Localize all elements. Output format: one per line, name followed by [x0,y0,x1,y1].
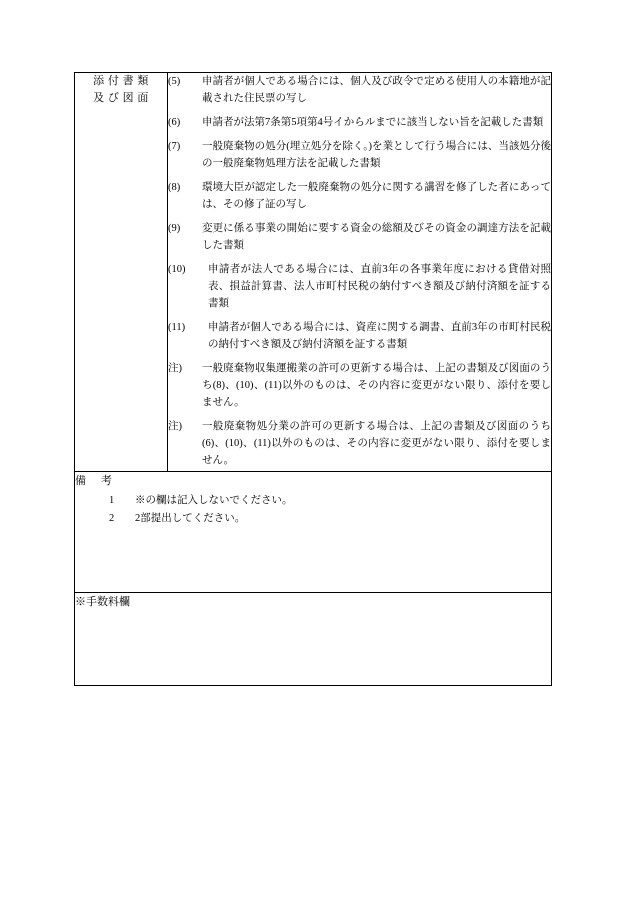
remark-text: 2部提出してください。 [135,512,246,524]
item-number: (9) [168,223,181,234]
remark-number: 2 [109,512,115,524]
list-item [168,179,551,213]
attachments-row [75,73,552,472]
application-form-table [74,72,552,686]
remarks-cell [75,472,552,593]
item-number: (10) [168,264,186,275]
fee-cell [75,593,552,686]
item-number: (7) [168,141,181,152]
item-text: 一般廃棄物収集運搬業の許可の更新する場合は、上記の書類及び図面のうち(8)、(10)、(11)以外のものは、その内容に変更がない限り、添付を要しません。 [202,363,551,408]
item-text: 環境大臣が認定した一般廃棄物の処分に関する講習を修了した者にあっては、その修了証の写し [202,182,551,210]
list-item-note [168,418,551,469]
list-item [168,319,551,353]
attachments-content-cell [168,73,552,472]
attachments-label-line-1: 添 付 書 類 [93,75,149,87]
list-item [168,114,551,131]
item-number: (11) [168,322,186,333]
list-item [75,510,551,528]
fee-title: ※手数料欄 [75,596,130,608]
list-item [168,73,551,107]
fee-row [75,593,552,686]
remark-text: ※の欄は記入しないでください。 [135,495,293,506]
item-number: 注) [168,421,182,432]
item-text: 申請者が個人である場合には、個人及び政令で定める使用人の本籍地が記載された住民票の写し [202,76,551,104]
item-text: 一般廃棄物の処分(埋立処分を除く。)を業として行う場合には、当該処分後の一般廃棄物処理方法を記載した書類 [202,141,551,169]
list-item [168,261,551,312]
remark-number: 1 [109,495,115,506]
item-number: (8) [168,182,181,193]
item-text: 申請者が法人である場合には、直前3年の各事業年度における貸借対照表、損益計算書、法人市町村民税の納付すべき額及び納付済額を証する書類 [208,264,551,309]
attachments-label-line-2: 及 び 図 面 [93,91,149,104]
item-text: 申請者が法第7条第5項第4号イからルまでに該当しない旨を記載した書類 [202,117,544,128]
list-item-note [168,360,551,411]
item-text: 一般廃棄物処分業の許可の更新する場合は、上記の書類及び図面のうち(6)、(10)、(11)以外のものは、その内容に変更がない限り、添付を要しません。 [202,421,551,466]
list-item [168,220,551,254]
item-text: 変更に係る事業の開始に要する資金の総額及びその資金の調達方法を記載した書類 [202,223,551,251]
list-item [168,138,551,172]
remarks-row [75,472,552,593]
item-text: 申請者が個人である場合には、資産に関する調書、直前3年の市町村民税の納付すべき額及び納付済額を証する書類 [208,322,551,350]
attachments-label-cell [75,73,168,472]
remarks-title: 備 考 [75,475,114,487]
item-number: (5) [168,76,181,87]
item-number: (6) [168,117,181,128]
list-item [75,492,551,510]
item-number: 注) [168,363,182,374]
